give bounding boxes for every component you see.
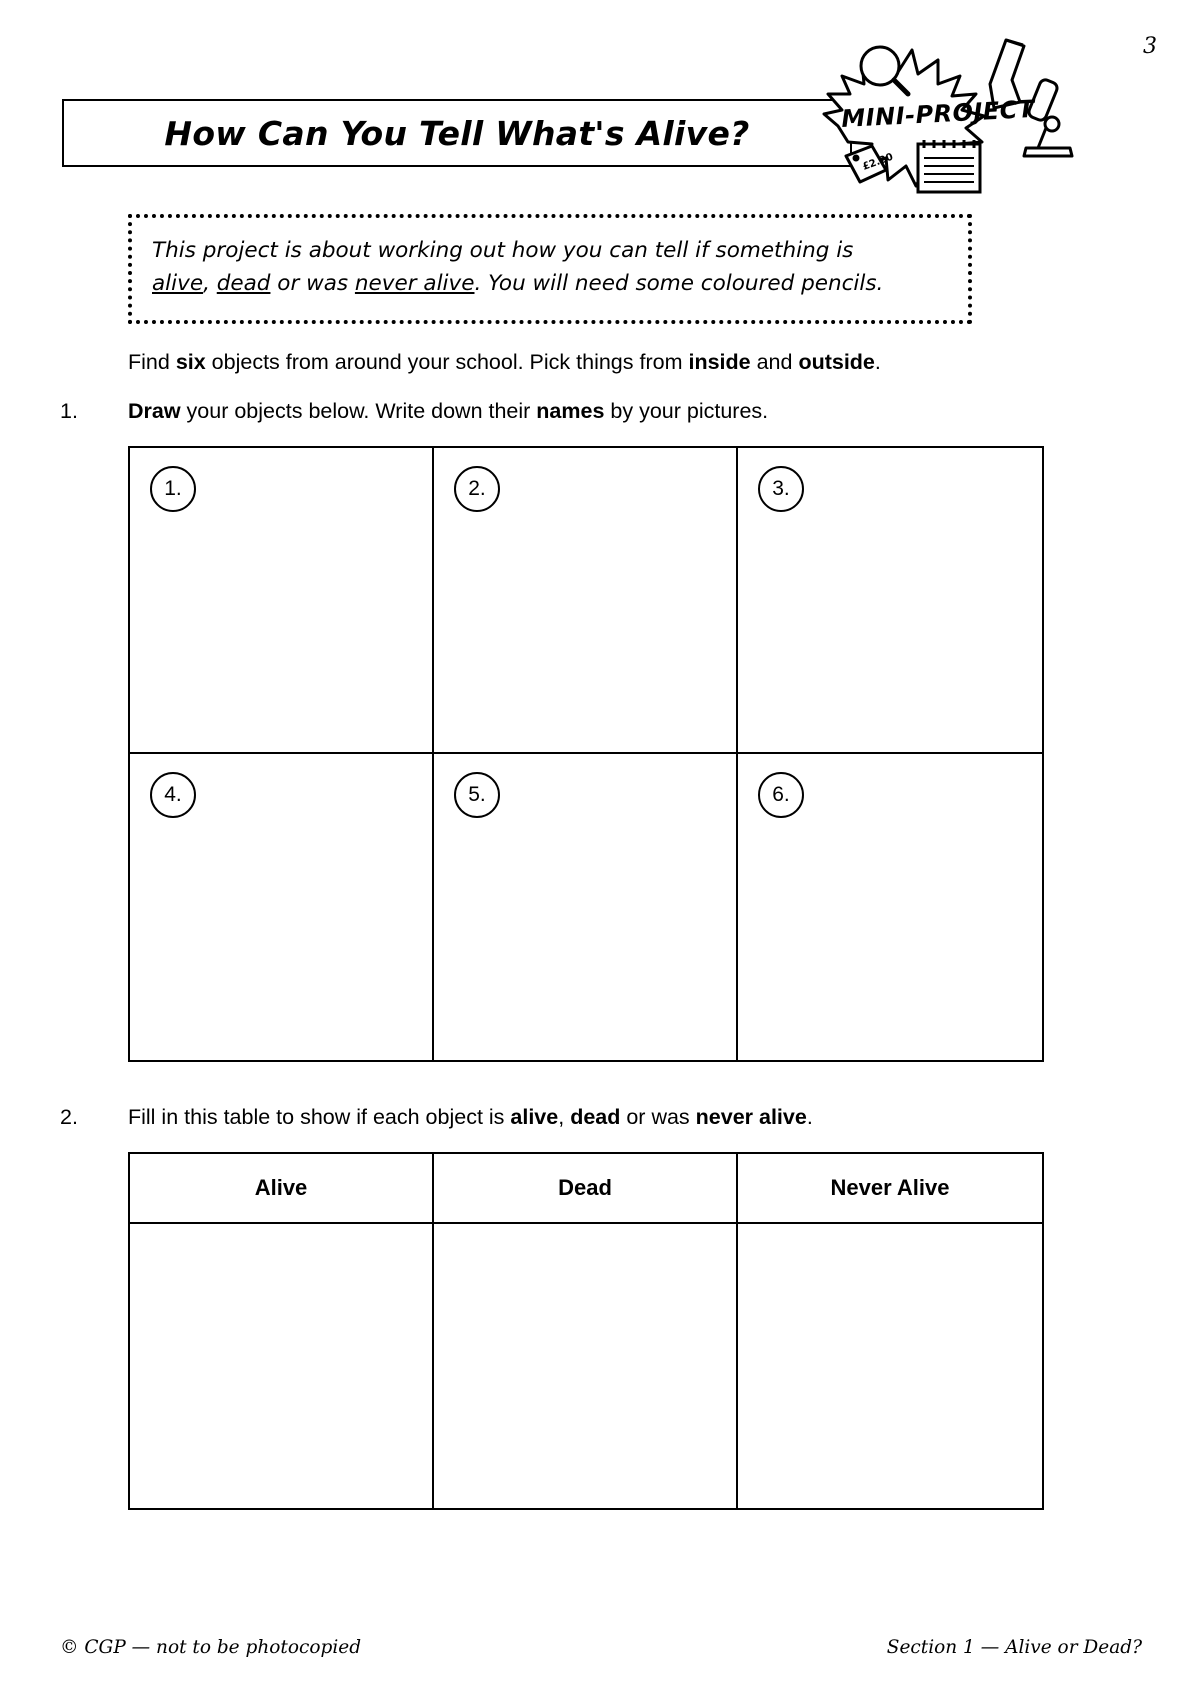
intro-line-1: This project is about working out how you can tell if something is	[152, 238, 854, 263]
question-2-number: 2.	[60, 1105, 78, 1129]
q1-d: by your pictures.	[604, 399, 769, 423]
q1-b: your objects below. Write down their	[180, 399, 537, 423]
drawing-cell-3[interactable]	[738, 448, 1042, 754]
lead-g: .	[874, 350, 881, 374]
footer-section: Section 1 — Alive or Dead?	[886, 1637, 1142, 1658]
intro-mid: or was	[270, 271, 355, 296]
q2-g: .	[806, 1105, 813, 1129]
q2-c: ,	[558, 1105, 571, 1129]
intro-word-dead: dead	[216, 271, 271, 296]
intro-tail: . You will need some coloured pencils.	[474, 271, 884, 296]
drawing-cell-2[interactable]	[434, 448, 738, 754]
lead-six: six	[175, 350, 206, 374]
lead-outside: outside	[798, 350, 875, 374]
svg-text:£2.20: £2.20	[861, 151, 895, 173]
notepad-icon	[918, 140, 980, 192]
classification-table	[128, 1152, 1044, 1510]
drawing-cell-number-4: 4.	[150, 772, 196, 818]
drawing-cell-number-2: 2.	[454, 466, 500, 512]
q1-draw: Draw	[128, 399, 181, 423]
question-1-text	[128, 399, 768, 424]
drawing-cell-5[interactable]	[434, 754, 738, 1060]
footer-copyright: © CGP — not to be photocopied	[60, 1637, 362, 1658]
table-cell-dead[interactable]	[434, 1224, 738, 1508]
drawing-cell-number-5: 5.	[454, 772, 500, 818]
q2-dead: dead	[570, 1105, 621, 1129]
table-header-never-alive: Never Alive	[830, 1175, 950, 1200]
table-cell-alive[interactable]	[130, 1224, 434, 1508]
intro-sep-1: ,	[203, 271, 217, 296]
mini-project-badge	[820, 28, 1082, 198]
drawing-cell-number-3: 3.	[758, 466, 804, 512]
q2-never-alive: never alive	[695, 1105, 807, 1129]
drawing-grid	[128, 446, 1044, 1062]
lead-a: Find	[128, 350, 176, 374]
page-number: 3	[1143, 34, 1157, 59]
drawing-cell-1[interactable]	[130, 448, 434, 754]
intro-text	[152, 234, 958, 300]
q1-names: names	[536, 399, 605, 423]
drawing-cell-number-1: 1.	[150, 466, 196, 512]
table-row	[130, 1224, 1042, 1508]
intro-word-never-alive: never alive	[354, 271, 475, 296]
question-2-text	[128, 1105, 813, 1130]
lead-inside: inside	[688, 350, 751, 374]
question-1-number: 1.	[60, 399, 78, 423]
flask-icon	[990, 40, 1024, 108]
q2-e: or was	[620, 1105, 696, 1129]
table-header-row	[130, 1154, 1042, 1224]
drawing-cell-6[interactable]	[738, 754, 1042, 1060]
q2-a: Fill in this table to show if each object is	[128, 1105, 511, 1129]
q2-alive: alive	[510, 1105, 559, 1129]
lead-e: and	[750, 350, 799, 374]
lead-c: objects from around your school. Pick things from	[205, 350, 689, 374]
table-cell-never-alive[interactable]	[738, 1224, 1042, 1508]
mini-project-label: MINI-PROJECT	[840, 94, 1036, 134]
table-header-alive: Alive	[130, 1154, 434, 1222]
intro-word-alive: alive	[152, 271, 204, 296]
page-title: How Can You Tell What's Alive?	[164, 113, 750, 153]
lead-instruction	[128, 350, 881, 375]
drawing-cell-4[interactable]	[130, 754, 434, 1060]
microscope-icon	[1024, 78, 1072, 156]
table-header-dead: Dead	[434, 1154, 738, 1222]
drawing-cell-number-6: 6.	[758, 772, 804, 818]
